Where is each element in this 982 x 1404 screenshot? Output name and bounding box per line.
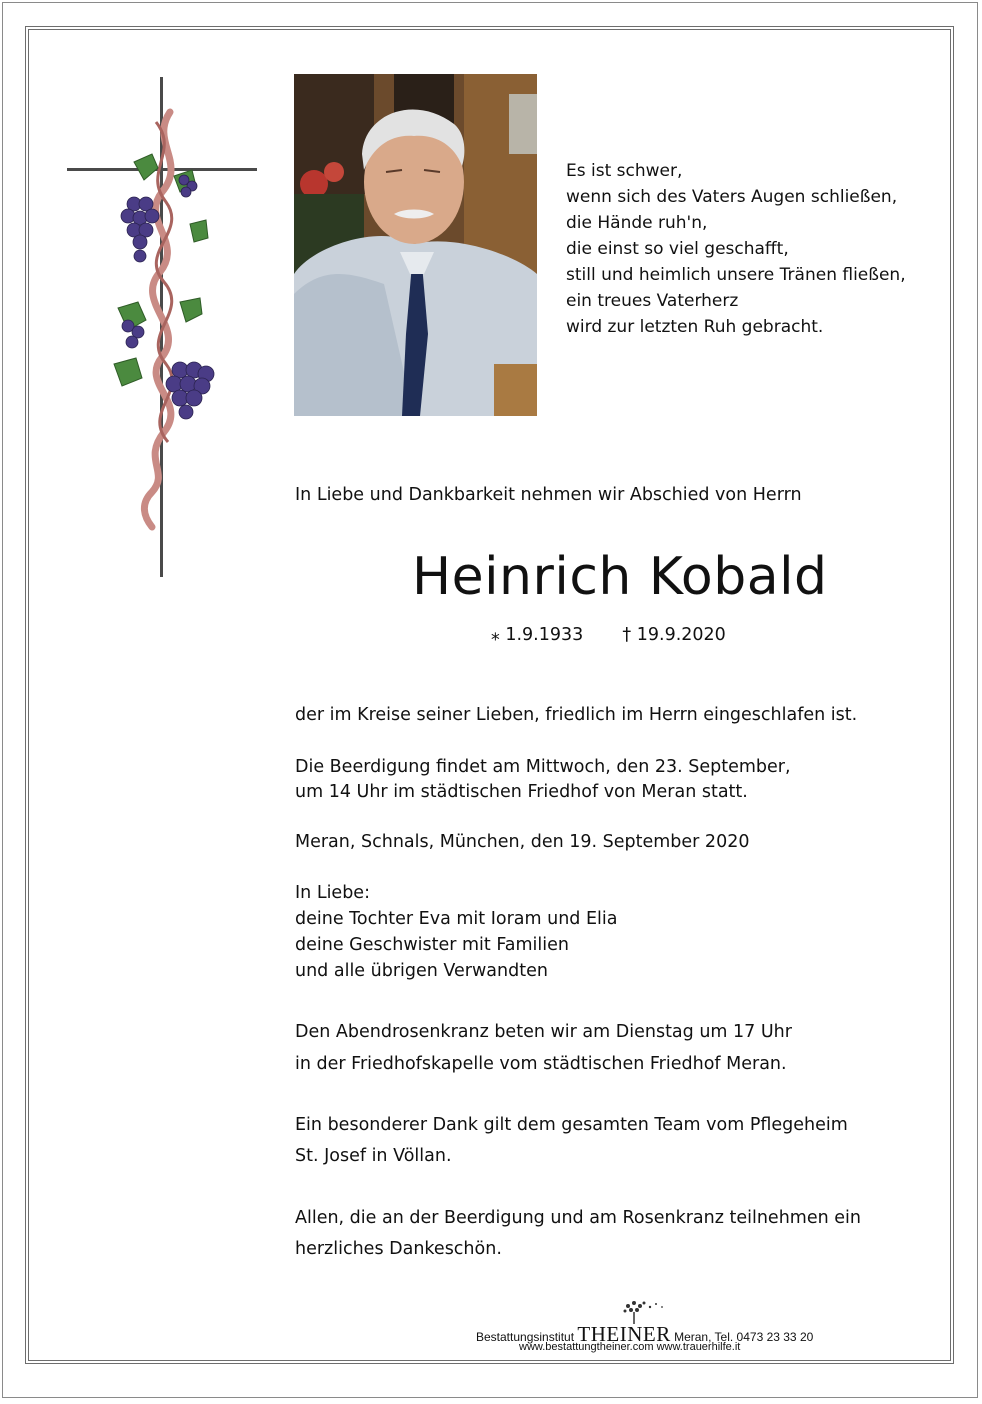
cross-with-vine-icon <box>62 72 262 582</box>
portrait-photo <box>294 74 537 416</box>
birth-date: 1.9.1933 <box>505 625 584 645</box>
poem-line: wenn sich des Vaters Augen schließen, <box>566 187 898 207</box>
thanks-line: Ein besonderer Dank gilt dem gesamten Team vom Pflegeheim <box>295 1115 848 1135</box>
footer-contact: Meran, Tel. 0473 23 33 20 <box>674 1330 814 1344</box>
tree-logo-icon <box>612 1298 672 1324</box>
poem-line: still und heimlich unsere Tränen fließen, <box>566 265 906 285</box>
death-symbol-icon: † <box>622 625 632 645</box>
place-date: Meran, Schnals, München, den 19. September 2020 <box>295 832 750 852</box>
poem-line: wird zur letzten Ruh gebracht. <box>566 317 824 337</box>
death-date: 19.9.2020 <box>636 625 726 645</box>
closing-line: Allen, die an der Beerdigung und am Rosenkranz teilnehmen ein <box>295 1208 861 1228</box>
footer-brand: THEINER <box>577 1322 671 1346</box>
funeral-line: Die Beerdigung findet am Mittwoch, den 23. September, <box>295 757 791 777</box>
passed-text: der im Kreise seiner Lieben, friedlich im Herrn eingeschlafen ist. <box>295 705 858 725</box>
rosary-line: in der Friedhofskapelle vom städtischen Friedhof Meran. <box>295 1054 787 1074</box>
birth-symbol-icon: ⁎ <box>491 625 500 645</box>
rosary-line: Den Abendrosenkranz beten wir am Dienstag um 17 Uhr <box>295 1022 792 1042</box>
poem-line: Es ist schwer, <box>566 161 683 181</box>
footer-web: www.bestattungtheiner.com www.trauerhilfe.it <box>519 1341 741 1353</box>
poem <box>566 158 906 340</box>
poem-line: die Hände ruh'n, <box>566 213 708 233</box>
thanks-line: St. Josef in Völlan. <box>295 1146 452 1166</box>
intro-text: In Liebe und Dankbarkeit nehmen wir Abschied von Herrn <box>295 485 802 505</box>
mourners-line: deine Geschwister mit Familien <box>295 935 570 955</box>
mourners-line: In Liebe: <box>295 883 370 903</box>
closing-line: herzliches Dankeschön. <box>295 1239 502 1259</box>
mourners-line: deine Tochter Eva mit Ioram und Elia <box>295 909 618 929</box>
poem-line: die einst so viel geschafft, <box>566 239 789 259</box>
life-dates <box>491 625 726 645</box>
poem-line: ein treues Vaterherz <box>566 291 739 311</box>
footer-prefix: Bestattungsinstitut <box>476 1330 575 1344</box>
funeral-line: um 14 Uhr im städtischen Friedhof von Meran statt. <box>295 782 748 802</box>
deceased-name: Heinrich Kobald <box>412 547 828 607</box>
mourners-line: und alle übrigen Verwandten <box>295 961 548 981</box>
